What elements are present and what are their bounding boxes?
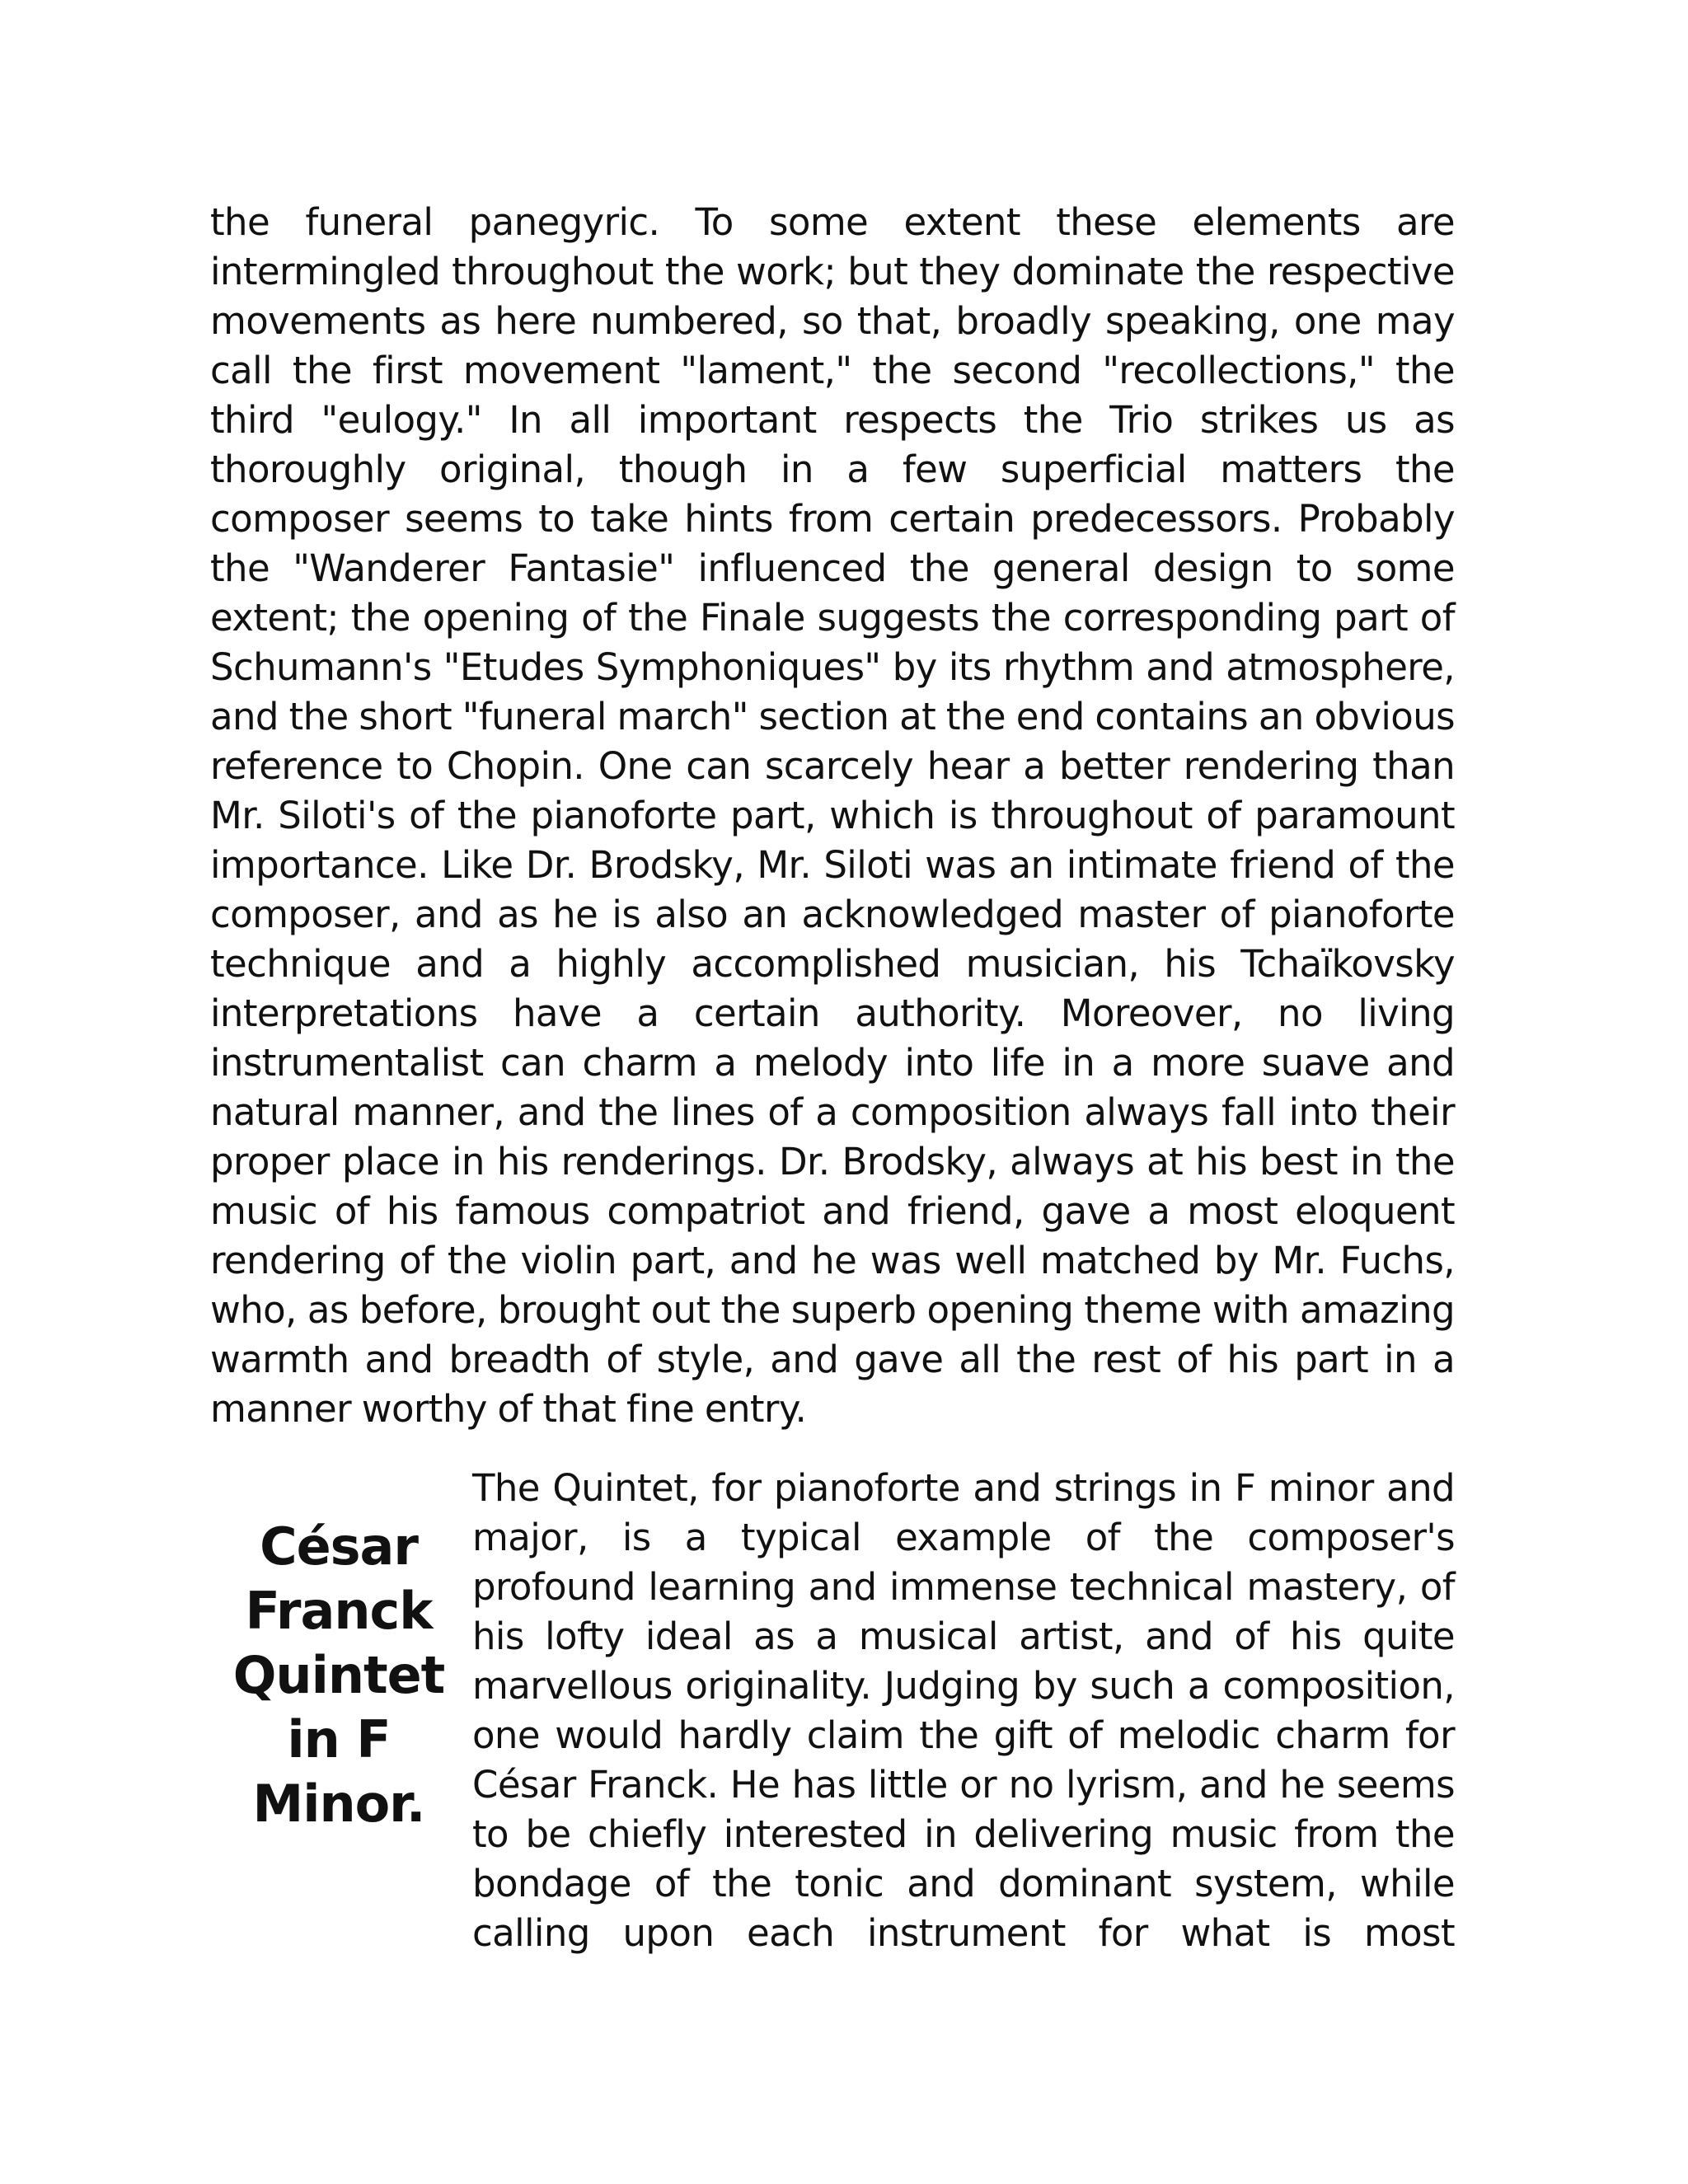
trio-review-paragraph: the funeral panegyric. To some extent these elements are intermingled throughout the work; but they dominate the respective movements as here numbered, so that, broadly speaking, one may call the first movement "lament," the second "recollections," the third "eulogy." In all important respects the Trio strikes us as thoroughly original, though in a few superficial matters the composer seems to take hints from certain predecessors. Probably the "Wanderer Fantasie" influenced the general design to some extent; the opening of the Finale suggests the corresponding part of Schumann's "Etudes Symphoniques" by its rhythm and atmosphere, and the short "funeral march" section at the end contains an obvious reference to Chopin. One can scarcely hear a better rendering than Mr. Siloti's of the pianoforte part, which is throughout of paramount importance. Like Dr. Brodsky, Mr. Siloti was an intimate friend of the composer, and as he is also an acknowledged master of pianoforte technique and a highly accomplished musician, his Tchaïkovsky interpretations have a certain authority. Moreover, no living instrumentalist can charm a melody into life in a more suave and natural manner, and the lines of a composition always fall into their proper place in his renderings. Dr. Brodsky, always at his best in the music of his famous compatriot and friend, gave a most eloquent rendering of the violin part, and he was well matched by Mr. Fuchs, who, as before, brought out the superb opening theme with amazing warmth and breadth of style, and gave all the rest of his part in a manner worthy of that fine entry.	[210, 200, 1455, 1431]
side-heading	[232, 1515, 445, 1836]
side-heading-line: Minor.	[252, 1774, 425, 1834]
side-heading-line: Quintet	[232, 1645, 445, 1705]
side-heading-line: in F	[287, 1709, 391, 1769]
side-heading-line: César	[260, 1516, 418, 1577]
quintet-paragraph: The Quintet, for pianoforte and strings in F minor and major, is a typical example of the composer's profound learning and immense technical mastery, of his lofty ideal as a musical artist, and of his quite marvellous originality. Judging by such a composition, one would hardly claim the gift of melodic charm for César Franck. He has little or no lyrism, and he seems to be chiefly interested in delivering music from the bondage of the tonic and dominant system, while calling upon each instrument for what is most	[472, 1466, 1455, 1955]
side-heading-line: Franck	[245, 1581, 433, 1641]
